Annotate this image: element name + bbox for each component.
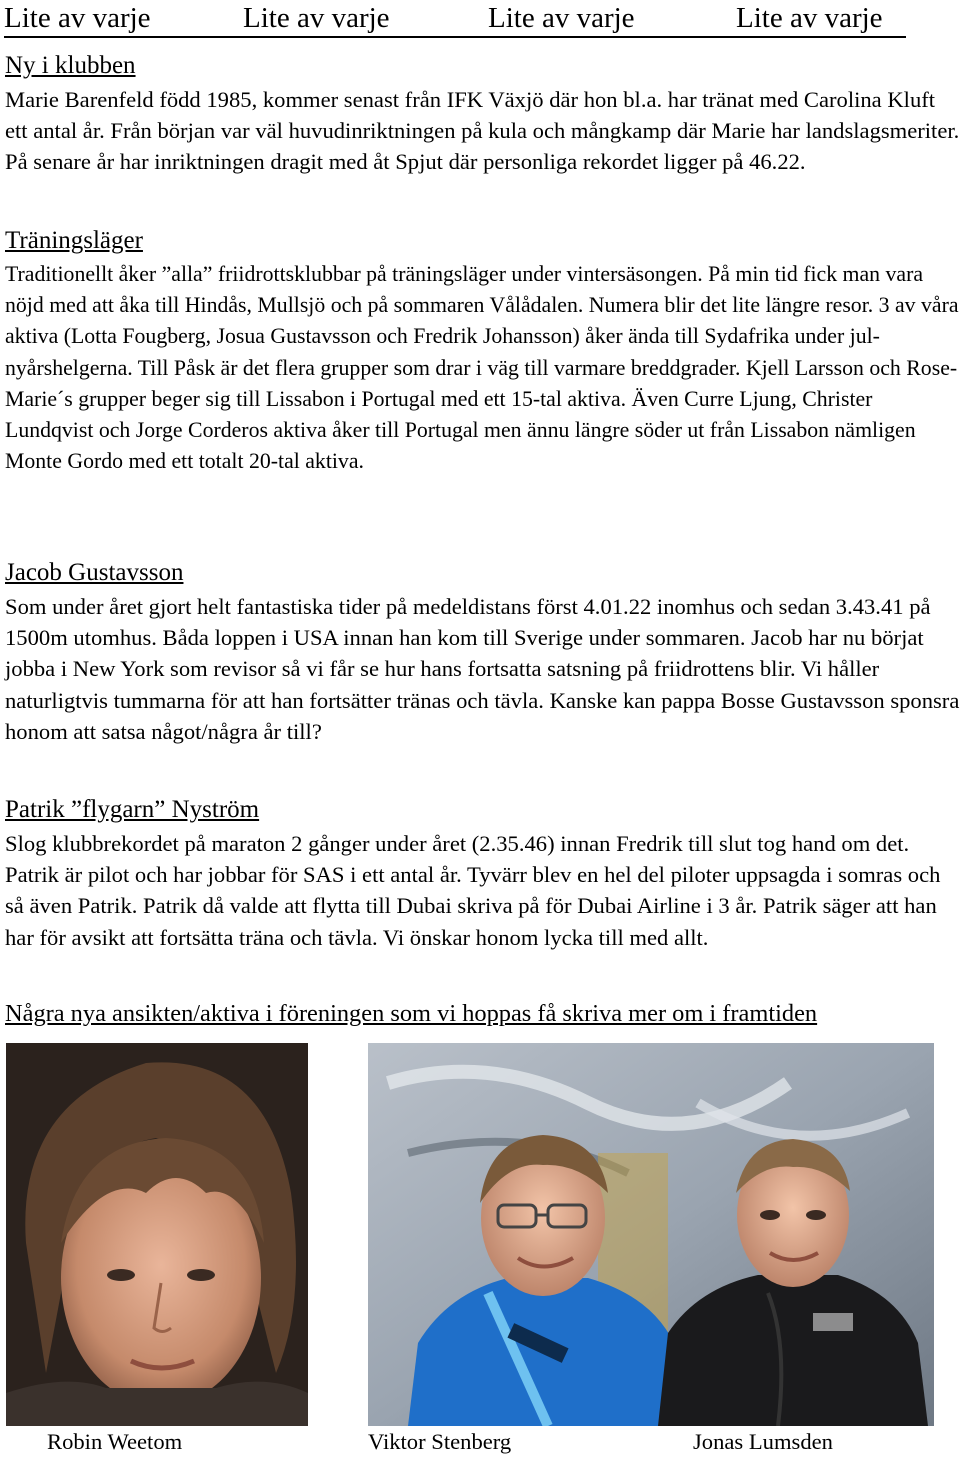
banner-title: Lite av varje bbox=[4, 2, 151, 34]
caption-robin-weetom: Robin Weetom bbox=[47, 1429, 183, 1454]
caption-jonas-lumsden: Jonas Lumsden bbox=[693, 1429, 833, 1454]
portrait-photo bbox=[6, 1043, 308, 1426]
group-photo bbox=[368, 1043, 934, 1426]
portrait-image bbox=[6, 1043, 308, 1426]
section-heading-patrik-nystrom: Patrik ”flygarn” Nyström bbox=[5, 796, 260, 823]
group-image bbox=[368, 1043, 934, 1426]
page-banner bbox=[4, 0, 906, 38]
banner-title: Lite av varje bbox=[736, 2, 883, 34]
section-heading-jacob-gustavsson: Jacob Gustavsson bbox=[5, 559, 184, 586]
caption-viktor-stenberg: Viktor Stenberg bbox=[368, 1429, 512, 1454]
section-heading-ny-i-klubben: Ny i klubben bbox=[5, 52, 136, 79]
banner-title: Lite av varje bbox=[243, 2, 390, 34]
section-body-ny-i-klubben: Marie Barenfeld född 1985, kommer senast från IFK Växjö där hon bl.a. har tränat med Carolina Kluft ett antal år. Från början var väl huvudinriktningen på kula och mångkamp där Marie har landslagsmeriter. På senare år har inriktningen dragit med åt Spjut där personliga rekordet ligger på 46.22. bbox=[5, 87, 960, 175]
section-body-traningslager: Traditionellt åker ”alla” friidrottsklubbar på träningsläger under vintersäsongen. På min tid fick man vara nöjd med att åka till Hindås, Mullsjö och på sommaren Vålådalen. Numera blir det lite längre resor. 3 av våra aktiva (Lotta Fougberg, Josua Gustavsson och Fredrik Johansson) åker ända till Sydafrika under jul-nyårshelgerna. Till Påsk är det flera grupper som drar i väg till varmare breddgrader. Kjell Larsson och Rose-Marie´s grupper beger sig till Lissabon i Portugal med ett 15-tal aktiva. Även Curre Ljung, Christer Lundqvist och Jorge Corderos aktiva åker till Portugal men ännu längre söder ut från Lissabon nämligen Monte Gordo med ett totalt 20-tal aktiva. bbox=[5, 262, 959, 474]
banner-title: Lite av varje bbox=[488, 2, 635, 34]
section-body-jacob-gustavsson: Som under året gjort helt fantastiska tider på medeldistans först 4.01.22 inomhus och sedan 3.43.41 på 1500m utomhus. Båda loppen i USA innan han kom till Sverige under sommaren. Jacob har nu börjat jobba i New York som revisor så vi får se hur hans fortsatta satsning på friidrottens blir. Vi håller naturligtvis tummarna för att han fortsätter tränas och tävla. Kanske kan pappa Bosse Gustavsson sponsra honom att satsa något/några år till? bbox=[5, 594, 960, 744]
photos-heading: Några nya ansikten/aktiva i föreningen som vi hoppas få skriva mer om i framtiden bbox=[5, 1000, 818, 1027]
section-heading-traningslager: Träningsläger bbox=[5, 227, 143, 254]
section-body-patrik-nystrom: Slog klubbrekordet på maraton 2 gånger under året (2.35.46) innan Fredrik till slut tog hand om det. Patrik är pilot och har jobbar för SAS i ett antal år. Tyvärr blev en hel del piloter uppsagda i somras och så även Patrik. Patrik då valde att flytta till Dubai skriva på för Dubai Airline i 3 år. Patrik säger att han har för avsikt att fortsätta träna och tävla. Vi önskar honom lycka till med allt. bbox=[5, 831, 941, 950]
